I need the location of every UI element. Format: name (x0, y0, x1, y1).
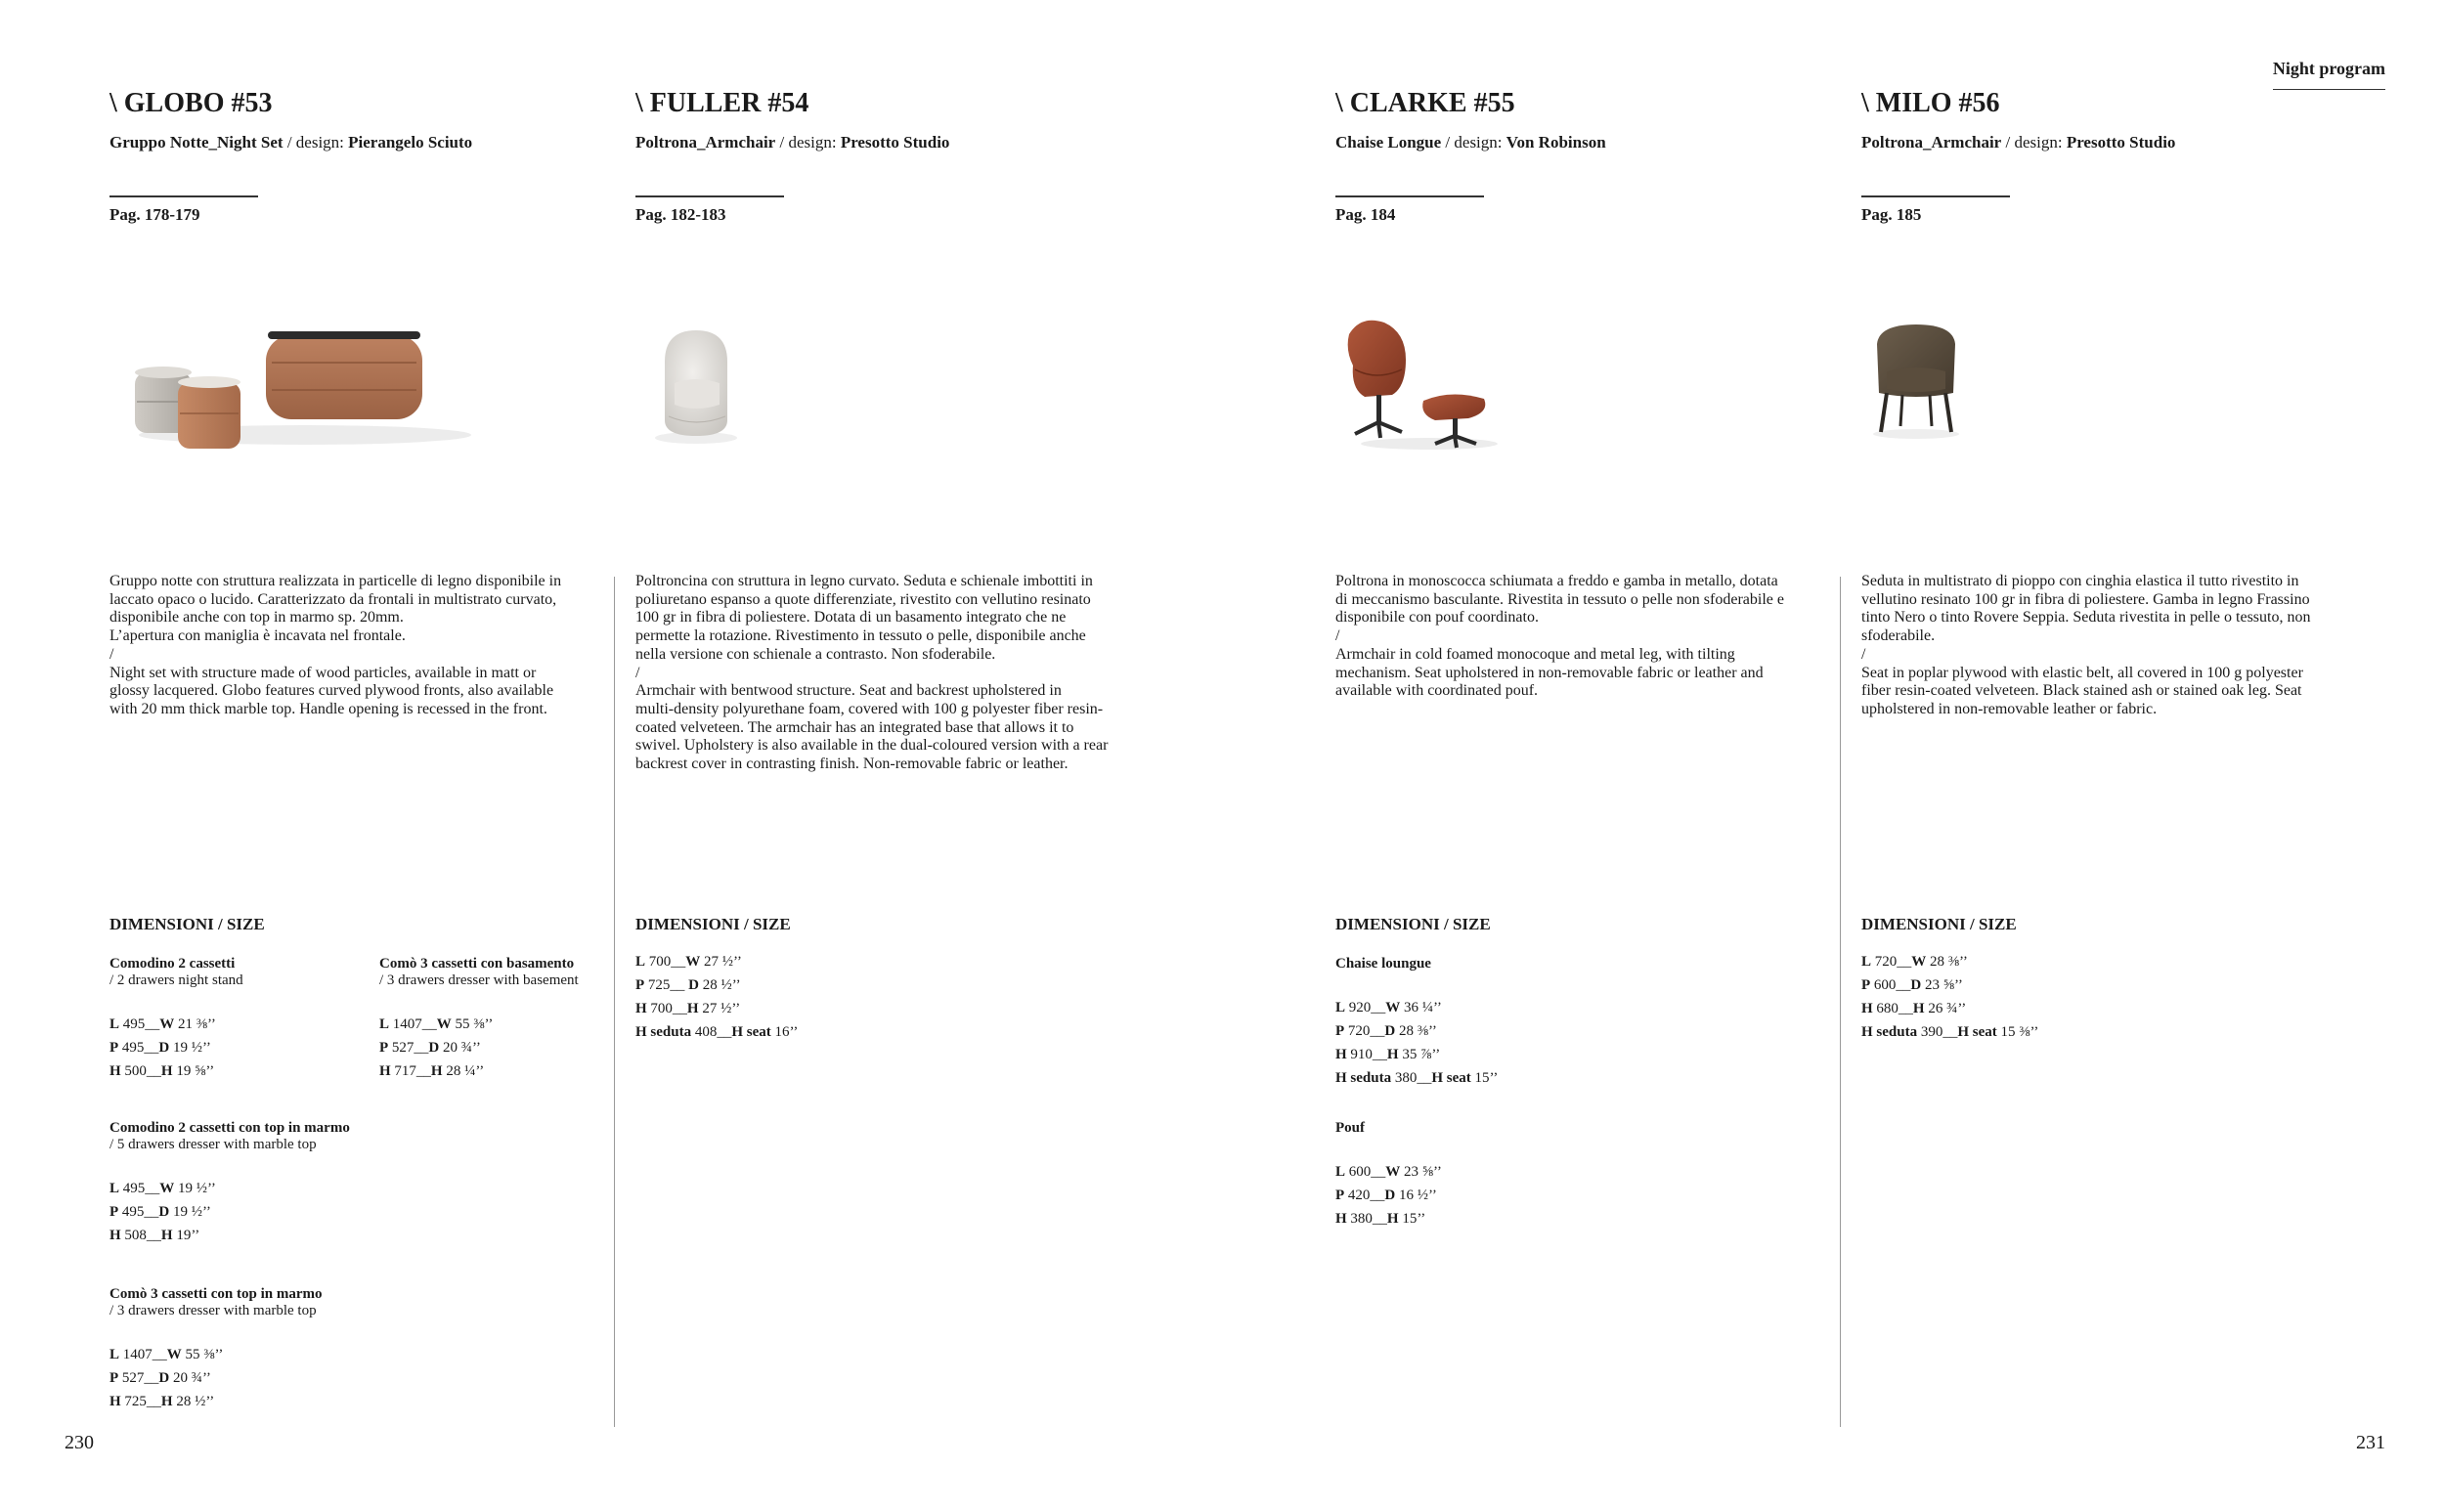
dim-value: 680__ (1872, 1001, 1913, 1016)
desc-line: Armchair with bentwood structure. Seat and backrest upholstered in (635, 682, 1062, 700)
dim-value: 725__ (644, 977, 689, 993)
product-title: \ FULLER #54 (635, 88, 809, 118)
dim-value: 16’’ (770, 1024, 799, 1040)
dim-key: D (1910, 977, 1922, 993)
dimension-line (1335, 1066, 1498, 1090)
dim-key: H (1335, 1047, 1347, 1062)
dim-value: 720__ (1871, 954, 1912, 970)
design-separator: / design: (775, 133, 841, 151)
dim-value: 21 ⅜’’ (174, 1016, 216, 1032)
dim-value: 19 ½’’ (169, 1204, 211, 1220)
dimension-group (1335, 956, 1498, 1090)
dim-value: 55 ⅜’’ (181, 1347, 224, 1362)
desc-line: fiber resin-coated velveteen. Black stained ash or stained oak leg. Seat (1861, 682, 2302, 700)
dimension-group-subtitle: / 3 drawers dresser with marble top (109, 1303, 317, 1318)
dimension-line (1861, 997, 2038, 1020)
dim-key: H (1861, 1001, 1873, 1016)
dimension-group-title: Chaise loungue (1335, 956, 1431, 972)
dim-key: W (436, 1016, 452, 1032)
dimension-line (379, 1013, 579, 1036)
dim-value: 720__ (1344, 1023, 1385, 1039)
clarke-chaise-longue-image (1341, 311, 1507, 457)
globo-night-set-image (109, 308, 481, 464)
dimension-group (635, 950, 798, 1044)
dim-value: 700__ (646, 1001, 687, 1016)
dimension-line (1335, 996, 1498, 1019)
desc-separator: / (1335, 627, 1340, 645)
dim-value: 28 ⅜’’ (1926, 954, 1968, 970)
dim-value: 495__ (119, 1016, 160, 1032)
dimension-line (1335, 1207, 1442, 1231)
desc-separator: / (109, 645, 114, 663)
dim-value: 55 ⅜’’ (451, 1016, 494, 1032)
dim-value: 700__ (645, 954, 686, 970)
dimension-line (635, 997, 798, 1020)
product-description (1335, 573, 1844, 701)
design-separator: / design: (283, 133, 349, 151)
dim-key: W (1911, 954, 1927, 970)
dim-value: 27 ½’’ (700, 954, 742, 970)
dimension-line (109, 1059, 243, 1083)
dim-key: D (158, 1040, 170, 1056)
dim-key: H seat (1957, 1024, 1997, 1040)
dimensions-heading: DIMENSIONI / SIZE (1335, 915, 1491, 933)
dim-key: H (1386, 1047, 1399, 1062)
dim-value: 15’’ (1398, 1211, 1426, 1227)
dimension-line (379, 1036, 579, 1059)
dim-key: H seduta (1335, 1070, 1392, 1086)
dim-value: 380__ (1346, 1211, 1387, 1227)
product-category (109, 133, 472, 152)
dim-key: H seduta (1861, 1024, 1918, 1040)
designer-name: Von Robinson (1506, 133, 1606, 151)
designer-name: Pierangelo Sciuto (348, 133, 473, 151)
dimension-lines (1335, 1160, 1442, 1231)
dim-value: 26 ¾’’ (1924, 1001, 1967, 1016)
desc-line: available with coordinated pouf. (1335, 682, 1539, 700)
dimension-lines (379, 1013, 579, 1083)
dimension-line (109, 1343, 322, 1366)
desc-line: Poltrona in monoscocca schiumata a freddo e gamba in metallo, dotata (1335, 573, 1778, 589)
dimension-group-title: Pouf (1335, 1120, 1365, 1136)
dimension-group (109, 1286, 322, 1413)
dim-key: H (160, 1394, 173, 1409)
page-reference: Pag. 178-179 (109, 205, 200, 224)
dim-value: 23 ⅝’’ (1921, 977, 1963, 993)
desc-line: Night set with structure made of wood particles, available in matt or (109, 664, 537, 681)
dim-value: 527__ (388, 1040, 429, 1056)
dim-key: W (159, 1016, 175, 1032)
dim-key: H (686, 1001, 699, 1016)
dimension-line (379, 1059, 579, 1083)
page-number-right: 231 (2356, 1432, 2385, 1453)
dimension-line (109, 1390, 322, 1413)
designer-name: Presotto Studio (2066, 133, 2176, 151)
product-description (109, 573, 618, 719)
dimension-group-title: Comodino 2 cassetti con top in marmo (109, 1120, 350, 1136)
dim-value: 28 ½’’ (172, 1394, 215, 1409)
desc-line: Poltroncina con struttura in legno curvato. Seduta e schienale imbottiti in (635, 573, 1093, 589)
dim-value: 23 ⅝’’ (1400, 1164, 1442, 1180)
desc-line: di meccanismo basculante. Rivestita in tessuto o pelle non sfoderabile e (1335, 590, 1784, 608)
dimension-group (109, 956, 243, 1083)
dim-value: 420__ (1344, 1188, 1385, 1203)
dim-key: P (1861, 977, 1871, 993)
dimension-line (109, 1200, 350, 1224)
dimension-line (635, 950, 798, 973)
dim-value: 408__ (691, 1024, 732, 1040)
dim-value: 15’’ (1470, 1070, 1499, 1086)
dim-key: W (685, 954, 701, 970)
desc-line: L’apertura con maniglia è incavata nel frontale. (109, 627, 406, 645)
dim-value: 725__ (120, 1394, 161, 1409)
dimension-line (1861, 973, 2038, 997)
desc-line: upholstered in non-removable leather or fabric. (1861, 700, 2158, 717)
dim-key: H (109, 1394, 121, 1409)
dim-key: H seat (1431, 1070, 1471, 1086)
page-reference: Pag. 185 (1861, 205, 1922, 224)
dim-value: 28 ½’’ (699, 977, 741, 993)
desc-line: disponibile anche con top in marmo sp. 20mm. (109, 609, 404, 626)
page-reference: Pag. 184 (1335, 205, 1396, 224)
page-number-left: 230 (65, 1432, 94, 1453)
dim-value: 35 ⅞’’ (1398, 1047, 1441, 1062)
design-separator: / design: (2001, 133, 2067, 151)
dim-value: 19 ⅝’’ (172, 1063, 215, 1079)
dimension-line (1335, 1184, 1442, 1207)
dim-key: H (1386, 1211, 1399, 1227)
dimension-line (635, 973, 798, 997)
desc-line: multi-density polyurethane foam, covered with 100 g polyester fiber resin- (635, 700, 1104, 717)
dimension-line (1861, 1020, 2038, 1044)
dimension-line (1335, 1043, 1498, 1066)
dim-key: W (166, 1347, 182, 1362)
product-title: \ CLARKE #55 (1335, 88, 1515, 118)
dim-value: 1407__ (389, 1016, 437, 1032)
designer-name: Presotto Studio (840, 133, 950, 151)
dim-key: H seat (731, 1024, 771, 1040)
desc-line: Seduta in multistrato di pioppo con cinghia elastica il tutto rivestito in (1861, 573, 2299, 589)
product-category (635, 133, 949, 152)
design-separator: / design: (1441, 133, 1506, 151)
product-category (1861, 133, 2175, 152)
dimension-group-title: Comodino 2 cassetti (109, 956, 236, 972)
dimension-line (109, 1366, 322, 1390)
dimension-group-title: Comò 3 cassetti con basamento (379, 956, 575, 972)
dim-key: D (1384, 1188, 1396, 1203)
dim-key: H (379, 1063, 391, 1079)
dimensions-heading: DIMENSIONI / SIZE (109, 915, 265, 933)
desc-separator: / (635, 664, 640, 681)
dim-key: H (430, 1063, 443, 1079)
dim-key: D (428, 1040, 440, 1056)
desc-line: sfoderabile. (1861, 627, 1936, 645)
desc-line: nella versione con schienale a contrasto. Non sfoderabile. (635, 645, 996, 663)
desc-line: permette la rotazione. Rivestimento in tessuto o pelle, disponibile anche (635, 627, 1086, 645)
section-label: Night program (2273, 59, 2385, 90)
dimension-line (109, 1036, 243, 1059)
dim-value: 500__ (120, 1063, 161, 1079)
desc-line: mechanism. Seat upholstered in non-removable fabric or leather and (1335, 664, 1764, 681)
dim-key: H seduta (635, 1024, 692, 1040)
dimension-group (379, 956, 579, 1083)
dimension-line (109, 1177, 350, 1200)
desc-line: 100 gr in fibra di poliestere. Dotata di un basamento integrato che ne (635, 609, 1067, 626)
dimension-line (635, 1020, 798, 1044)
dim-key: W (1385, 1000, 1401, 1015)
dimension-line (109, 1013, 243, 1036)
dim-key: D (158, 1204, 170, 1220)
desc-line: poliuretano espanso a quote differenziate, rivestito con vellutino resinato (635, 590, 1091, 608)
desc-line: Seat in poplar plywood with elastic belt, all covered in 100 g polyester (1861, 664, 2303, 681)
dim-value: 910__ (1346, 1047, 1387, 1062)
dim-value: 527__ (118, 1370, 159, 1386)
dim-value: 495__ (119, 1181, 160, 1196)
column-divider (1840, 577, 1841, 1427)
dimension-group (1335, 1120, 1442, 1231)
dim-key: L (109, 1181, 120, 1196)
dimension-group-subtitle: / 5 drawers dresser with marble top (109, 1137, 317, 1152)
title-rule (635, 195, 784, 197)
title-rule (109, 195, 258, 197)
category-label: Gruppo Notte_Night Set (109, 133, 284, 151)
dimension-lines (109, 1343, 322, 1413)
category-label: Chaise Longue (1335, 133, 1442, 151)
dim-key: P (109, 1370, 119, 1386)
dimensions-heading: DIMENSIONI / SIZE (635, 915, 791, 933)
dim-value: 28 ¼’’ (442, 1063, 485, 1079)
dimension-group-title: Comò 3 cassetti con top in marmo (109, 1286, 323, 1302)
dim-value: 19 ½’’ (174, 1181, 216, 1196)
product-description (1861, 573, 2370, 719)
desc-line: glossy lacquered. Globo features curved plywood fronts, also available (109, 682, 554, 700)
title-rule (1861, 195, 2010, 197)
dim-value: 600__ (1345, 1164, 1386, 1180)
product-title: \ GLOBO #53 (109, 88, 273, 118)
dim-value: 19’’ (172, 1228, 200, 1243)
dimension-lines (635, 950, 798, 1044)
desc-line: laccato opaco o lucido. Caratterizzato da frontali in multistrato curvato, (109, 590, 557, 608)
desc-separator: / (1861, 645, 1866, 663)
dim-key: P (109, 1204, 119, 1220)
desc-line: Armchair in cold foamed monocoque and metal leg, with tilting (1335, 645, 1735, 663)
dim-key: P (1335, 1188, 1345, 1203)
dim-key: P (379, 1040, 389, 1056)
desc-line: coated velveteen. The armchair has an integrated base that allows it to (635, 718, 1074, 736)
desc-line: Gruppo notte con struttura realizzata in particelle di legno disponibile in (109, 573, 562, 589)
dim-value: 20 ¾’’ (439, 1040, 481, 1056)
dimension-lines (1861, 950, 2038, 1044)
dimensions-heading: DIMENSIONI / SIZE (1861, 915, 2017, 933)
dim-key: P (635, 977, 645, 993)
desc-line: with 20 mm thick marble top. Handle opening is recessed in the front. (109, 700, 547, 717)
desc-line: tinto Nero o tinto Rovere Seppia. Seduta rivestita in pelle o tessuto, non (1861, 609, 2311, 626)
dim-key: P (109, 1040, 119, 1056)
dim-key: L (109, 1016, 120, 1032)
dim-key: L (1861, 954, 1872, 970)
product-title: \ MILO #56 (1861, 88, 2000, 118)
dim-value: 920__ (1345, 1000, 1386, 1015)
dimension-group (109, 1120, 350, 1247)
category-label: Poltrona_Armchair (635, 133, 776, 151)
dim-value: 717__ (390, 1063, 431, 1079)
dimension-line (1335, 1160, 1442, 1184)
product-category (1335, 133, 1606, 152)
desc-line: vellutino resinato 100 gr in fibra di poliestere. Gamba in legno Frassino (1861, 590, 2310, 608)
dim-key: L (109, 1347, 120, 1362)
title-rule (1335, 195, 1484, 197)
dimension-lines (1335, 996, 1498, 1090)
dim-key: H (160, 1228, 173, 1243)
dim-key: H (635, 1001, 647, 1016)
dim-value: 27 ½’’ (698, 1001, 741, 1016)
category-label: Poltrona_Armchair (1861, 133, 2002, 151)
dimension-group-subtitle: / 3 drawers dresser with basement (379, 972, 579, 988)
dimension-line (1335, 1019, 1498, 1043)
dim-value: 508__ (120, 1228, 161, 1243)
product-description (635, 573, 1163, 774)
dim-value: 15 ⅜’’ (1996, 1024, 2039, 1040)
fuller-armchair-image (649, 323, 766, 450)
dim-value: 19 ½’’ (169, 1040, 211, 1056)
dim-value: 380__ (1391, 1070, 1432, 1086)
desc-line: swivel. Upholstery is also available in the dual-coloured version with a rear (635, 737, 1109, 755)
dim-key: H (109, 1063, 121, 1079)
dim-value: 495__ (118, 1040, 159, 1056)
dimension-lines (109, 1177, 350, 1247)
dim-value: 495__ (118, 1204, 159, 1220)
dimension-group (1861, 950, 2038, 1044)
desc-line: disponibile con pouf coordinato. (1335, 609, 1539, 626)
dimension-group-subtitle: / 2 drawers night stand (109, 972, 243, 988)
dim-key: L (1335, 1000, 1346, 1015)
page-reference: Pag. 182-183 (635, 205, 726, 224)
dim-value: 28 ⅜’’ (1395, 1023, 1437, 1039)
desc-line: backrest cover in contrasting finish. Non-removable fabric or leather. (635, 756, 1069, 773)
dim-value: 20 ¾’’ (169, 1370, 211, 1386)
dim-key: D (158, 1370, 170, 1386)
dim-value: 1407__ (119, 1347, 167, 1362)
dim-key: P (1335, 1023, 1345, 1039)
dim-key: W (159, 1181, 175, 1196)
dim-key: W (1385, 1164, 1401, 1180)
dimension-lines (109, 1013, 243, 1083)
dim-key: D (1384, 1023, 1396, 1039)
milo-armchair-image (1867, 317, 1985, 444)
dim-key: H (1912, 1001, 1925, 1016)
dim-key: H (160, 1063, 173, 1079)
dim-value: 390__ (1917, 1024, 1958, 1040)
dim-value: 600__ (1870, 977, 1911, 993)
dimension-line (1861, 950, 2038, 973)
dim-key: H (109, 1228, 121, 1243)
dim-key: L (1335, 1164, 1346, 1180)
dim-key: L (379, 1016, 390, 1032)
dim-key: L (635, 954, 646, 970)
dim-key: H (1335, 1211, 1347, 1227)
dimension-line (109, 1224, 350, 1247)
dim-value: 16 ½’’ (1395, 1188, 1437, 1203)
dim-value: 36 ¼’’ (1400, 1000, 1442, 1015)
dim-key: D (688, 977, 700, 993)
